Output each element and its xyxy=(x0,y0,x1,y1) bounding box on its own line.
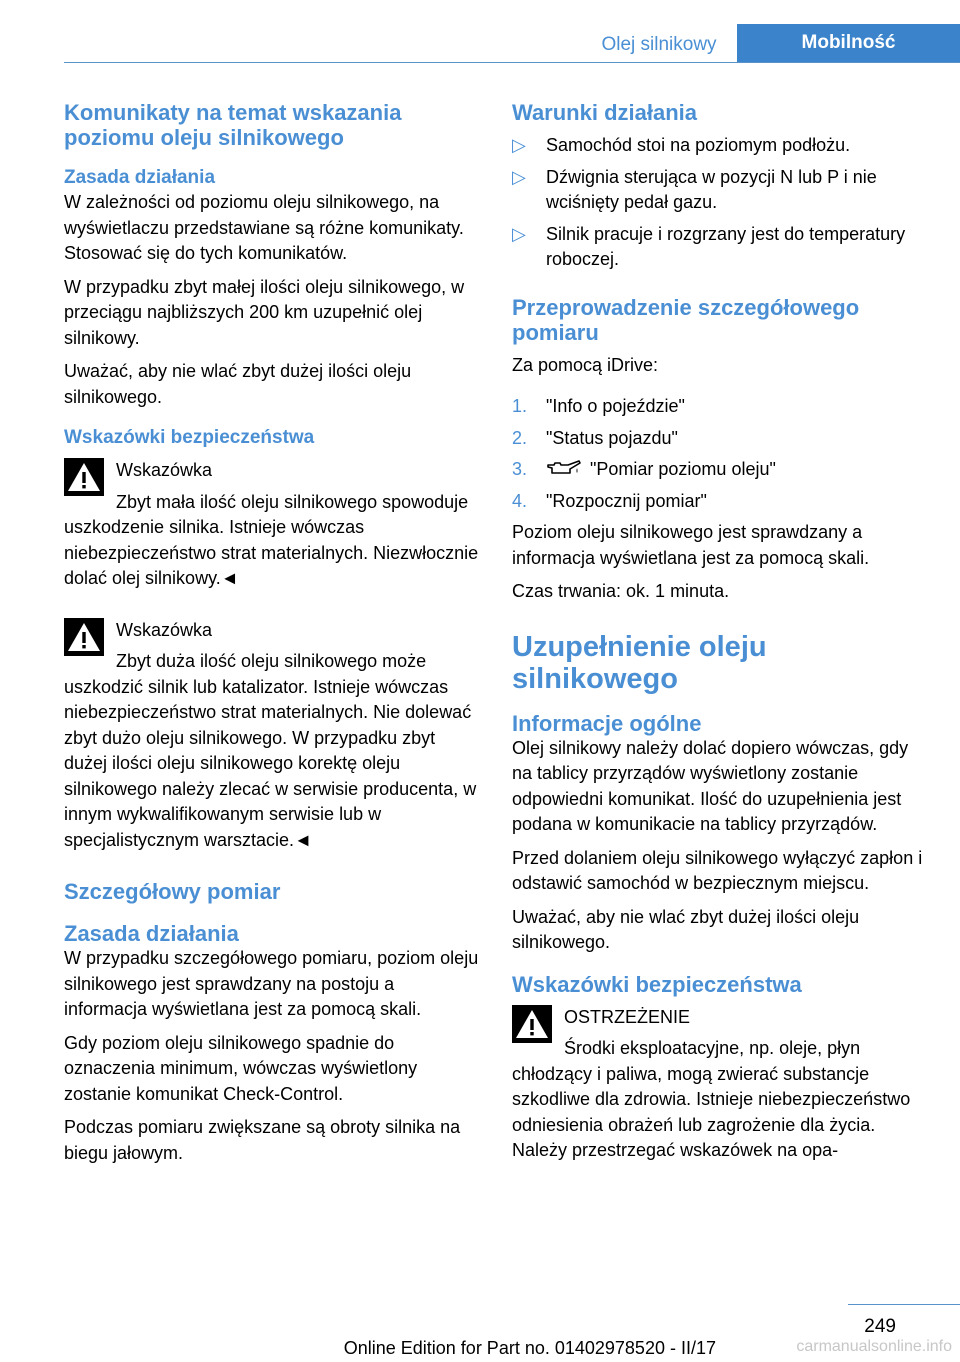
paragraph: W zależności od poziomu oleju silnikowego, na wyświetlaczu przedstawiane są różne komunikaty. Stosować się do tych komunikatów. xyxy=(64,192,464,263)
heading-principle: Zasada działania xyxy=(64,167,216,188)
oil-can-icon xyxy=(546,459,582,477)
triangle-bullet-icon: ▷ xyxy=(512,223,526,244)
warning-triangle-icon xyxy=(64,618,104,656)
heading-perform-measurement: Przeprowadzenie szczegółowego pomiaru xyxy=(512,294,860,345)
triangle-bullet-icon: ▷ xyxy=(512,166,526,187)
section-title: Olej silnikowy xyxy=(601,34,717,55)
left-column xyxy=(64,100,479,1166)
edition-label: Online Edition for Part no. 01402978520 - II/17 xyxy=(343,1338,716,1358)
heading-conditions: Warunki działania xyxy=(512,100,698,125)
list-item: ▷ Dźwignia sterująca w pozycji N lub P i nie wciśnięty pedał gazu. xyxy=(512,166,877,212)
heading-principle-2: Zasada działania xyxy=(64,921,239,946)
right-column xyxy=(512,100,927,1164)
list-item: 4. "Rozpocznij pomiar" xyxy=(512,490,707,511)
warning-text: Zbyt mała ilość oleju silnikowego spowoduje uszkodzenie silnika. Istnieje wówczas niebezpieczeństwo strat materialnych. Niezwłocznie dolać olej silnikowy.◄ xyxy=(64,491,479,588)
list-item: 2. "Status pojazdu" xyxy=(512,427,678,448)
warning-triangle-icon xyxy=(64,458,104,496)
paragraph: Za pomocą iDrive: xyxy=(512,354,659,375)
warning-box xyxy=(512,1005,927,1164)
list-item: ▷ Samochód stoi na poziomym podłożu. xyxy=(512,133,927,159)
heading-detailed-measurement: Szczegółowy pomiar xyxy=(64,879,281,904)
paragraph: Czas trwania: ok. 1 minuta. xyxy=(512,581,730,601)
heading-safety: Wskazówki bezpieczeństwa xyxy=(64,427,315,448)
paragraph: Gdy poziom oleju silnikowego spadnie do oznaczenia minimum, wówczas wyświetlony zostanie komunikat Check-Control. xyxy=(64,1032,418,1104)
paragraph: W przypadku szczegółowego pomiaru, poziom oleju silnikowego jest sprawdzany na postoju a informacja wyświetlana jest za pomocą skali. xyxy=(64,948,479,1019)
chapter-tab: Mobilność xyxy=(737,24,960,62)
page-number: 249 xyxy=(864,1316,896,1337)
list-item: 1. "Info o pojeździe" xyxy=(512,396,685,416)
paragraph: W przypadku zbyt małej ilości oleju silnikowego, w przeciągu najbliższych 200 km uzupełnić olej silnikowy. xyxy=(64,276,465,348)
watermark: carmanualsonline.info xyxy=(796,1338,952,1355)
paragraph: Poziom oleju silnikowego jest sprawdzany a informacja wyświetlana jest za pomocą skali. xyxy=(512,522,870,568)
paragraph: Podczas pomiaru zwiększane są obroty silnika na biegu jałowym. xyxy=(64,1117,461,1163)
triangle-bullet-icon: ▷ xyxy=(512,135,526,155)
header-rule xyxy=(64,62,960,63)
warning-title: Wskazówka xyxy=(116,619,213,640)
heading-safety-2: Wskazówki bezpieczeństwa xyxy=(512,971,802,997)
steps-list xyxy=(512,394,927,514)
list-item: 3. "Pomiar poziomu oleju" xyxy=(512,459,776,479)
heading-refill: Uzupełnienie oleju silnikowego xyxy=(512,630,767,695)
paragraph: Olej silnikowy należy dolać dopiero wówczas, gdy na tablicy przyrządów wyświetlony zostanie odpowiedni komunikat. Ilość do uzupełnienia jest podana w komunikacie na tablicy przyrządów. xyxy=(512,737,909,834)
conditions-list xyxy=(512,133,927,273)
paragraph: Uważać, aby nie wlać zbyt dużej ilości oleju silnikowego. xyxy=(512,906,860,952)
warning-triangle-icon xyxy=(512,1005,552,1043)
footer-rule xyxy=(848,1304,960,1305)
list-item: ▷ Silnik pracuje i rozgrzany jest do temperatury roboczej. xyxy=(512,223,906,269)
warning-box xyxy=(64,458,479,592)
paragraph: Przed dolaniem oleju silnikowego wyłączyć zapłon i odstawić samochód w bezpiecznym miejscu. xyxy=(512,847,923,893)
warning-title: OSTRZEŻENIE xyxy=(564,1006,691,1027)
heading-general-info: Informacje ogólne xyxy=(512,710,702,736)
heading-messages: Komunikaty na temat wskazania poziomu oleju silnikowego xyxy=(64,100,402,150)
paragraph: Uważać, aby nie wlać zbyt dużej ilości oleju silnikowego. xyxy=(64,361,412,407)
warning-text: Zbyt duża ilość oleju silnikowego może uszkodzić silnik lub katalizator. Istnieje wówczas niebezpieczeństwo strat materialnych. Nie dolewać zbyt dużo oleju silnikowego. W przypadku zbyt dużej ilości oleju silnikowego korektę oleju silnikowego należy zlecać w serwisie producenta, w innym wykwalifikowanym serwisie lub w specjalistycznym warsztacie.◄ xyxy=(64,651,477,850)
warning-title: Wskazówka xyxy=(116,460,213,480)
warning-text: Środki eksploatacyjne, np. oleje, płyn chłodzący i paliwa, mogą zwierać substancje szkodliwe dla zdrowia. Istnieje niebezpieczeństwo odniesienia obrażeń lub zagrożenie dla życia. Należy przestrzegać wskazówek na opa- xyxy=(512,1038,911,1160)
warning-box xyxy=(64,618,479,854)
